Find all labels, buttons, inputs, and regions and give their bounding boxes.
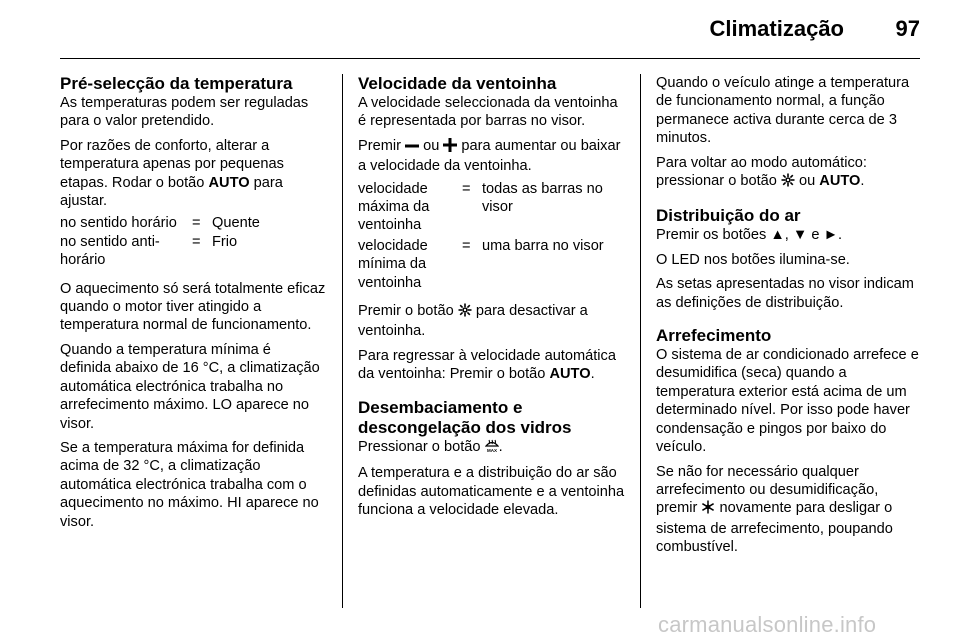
watermark: carmanualsonline.info bbox=[658, 612, 877, 637]
paragraph: As setas apresentadas no visor indicam as definições de distribuição. bbox=[656, 276, 914, 311]
knob-direction-table bbox=[60, 214, 260, 269]
text: Premir o botão bbox=[358, 303, 458, 320]
text: Pressionar o botão bbox=[358, 438, 485, 455]
column-2 bbox=[358, 74, 628, 525]
fan-icon bbox=[781, 173, 795, 192]
column-separator bbox=[342, 74, 343, 608]
bold-text: AUTO bbox=[819, 173, 861, 190]
text: premir bbox=[656, 500, 702, 517]
paragraph: Se a temperatura máxima for definida acima de 32 °C, a climatização automática electrónica trabalha com o aquecimento no máximo. HI aparece no visor. bbox=[60, 439, 319, 530]
text: Para regressar à velocidade automática da ventoinha: Premir o botão bbox=[358, 347, 616, 383]
table-row bbox=[358, 235, 628, 292]
text: ou bbox=[794, 173, 820, 190]
table-cell: = bbox=[462, 180, 471, 197]
svg-text:MAX: MAX bbox=[486, 447, 497, 453]
section-heading: Arrefecimento bbox=[656, 326, 772, 346]
paragraph bbox=[358, 438, 628, 458]
paragraph bbox=[358, 347, 628, 384]
text: para desactivar a ventoinha. bbox=[358, 303, 588, 340]
paragraph: Quando a temperatura mínima é definida abaixo de 16 °C, a climatização automática electrónica trabalha no arrefecimento máximo. LO aparece no visor. bbox=[60, 341, 320, 432]
paragraph: O aquecimento só será totalmente eficaz quando o motor tiver atingido a temperatura normal de funcionamento. bbox=[60, 280, 326, 334]
column-3 bbox=[656, 74, 924, 563]
table-row bbox=[60, 214, 260, 232]
section-heading: Distribuição do ar bbox=[656, 206, 801, 226]
text: Premir bbox=[358, 137, 406, 154]
paragraph: Se não for necessário qualquer arrefecimento ou desumidificação, bbox=[656, 463, 879, 498]
paragraph bbox=[656, 154, 924, 193]
text: . bbox=[860, 173, 865, 190]
paragraph bbox=[358, 137, 628, 176]
paragraph bbox=[60, 137, 326, 211]
table-cell: velocidade máxima da ventoinha bbox=[358, 180, 430, 234]
table-cell: = bbox=[192, 215, 201, 232]
page-number: 97 bbox=[895, 16, 920, 41]
paragraph: A velocidade seleccionada da ventoinha é representada por barras no visor. bbox=[358, 95, 618, 130]
paragraph: Quando o veículo atinge a temperatura de funcionamento normal, a função permanece activa durante cerca de 3 minutos. bbox=[656, 75, 910, 147]
paragraph bbox=[656, 499, 924, 556]
table-cell: todas as barras no visor bbox=[482, 180, 603, 216]
column-1 bbox=[60, 74, 326, 537]
section-heading: Desembaciamento e descongelação dos vidros bbox=[358, 397, 572, 437]
bold-text: AUTO bbox=[208, 174, 250, 191]
table-cell: Quente bbox=[212, 215, 260, 232]
section-heading: Pré-selecção da temperatura bbox=[60, 74, 293, 93]
table-cell: uma barra no visor bbox=[482, 237, 604, 254]
fan-speed-table bbox=[358, 180, 628, 292]
header-rule bbox=[60, 58, 920, 59]
paragraph: O sistema de ar condicionado arrefece e desumidifica (seca) quando a temperatura exterior está acima de um determinado nível. Por isso pode haver condensação e pingos por baixo do veículo. bbox=[656, 347, 919, 456]
table-cell: = bbox=[192, 233, 201, 250]
paragraph: As temperaturas podem ser reguladas para o valor pretendido. bbox=[60, 95, 309, 130]
plus-icon bbox=[443, 138, 457, 157]
text: para ajustar. bbox=[60, 174, 283, 210]
paragraph: O LED nos botões ilumina-se. bbox=[656, 251, 850, 268]
text: para aumentar ou baixar a velocidade da ventoinha. bbox=[358, 137, 621, 175]
section-heading: Velocidade da ventoinha bbox=[358, 74, 557, 93]
text: Por razões de conforto, alterar a temperatura apenas por pequenas etapas. Rodar o botão bbox=[60, 137, 284, 191]
snowflake-icon bbox=[701, 500, 715, 519]
minus-icon bbox=[405, 139, 419, 157]
paragraph: A temperatura e a distribuição do ar são definidas automaticamente e a ventoinha funciona a velocidade elevada. bbox=[358, 465, 625, 518]
defrost-max-icon bbox=[485, 438, 499, 458]
table-row bbox=[358, 180, 628, 235]
text: ou bbox=[419, 137, 444, 154]
fan-icon bbox=[458, 303, 472, 322]
table-row bbox=[60, 233, 260, 270]
header-title: Climatização bbox=[709, 16, 844, 41]
paragraph: Premir os botões ▲, ▼ e ►. bbox=[656, 227, 843, 244]
bold-text: AUTO bbox=[549, 366, 591, 383]
text: . bbox=[590, 366, 595, 383]
table-cell: Frio bbox=[212, 233, 238, 250]
text: novamente para desligar o sistema de arrefecimento, poupando combustível. bbox=[656, 500, 893, 556]
table-cell: no sentido horário bbox=[60, 215, 177, 232]
table-cell: no sentido anti-horário bbox=[60, 233, 160, 269]
text: . bbox=[498, 438, 503, 455]
text: Para voltar ao modo automático: pressionar o botão bbox=[656, 154, 867, 190]
table-cell: = bbox=[462, 237, 471, 254]
table-cell: velocidade mínima da ventoinha bbox=[358, 237, 428, 291]
column-separator bbox=[640, 74, 641, 608]
paragraph bbox=[358, 302, 628, 341]
